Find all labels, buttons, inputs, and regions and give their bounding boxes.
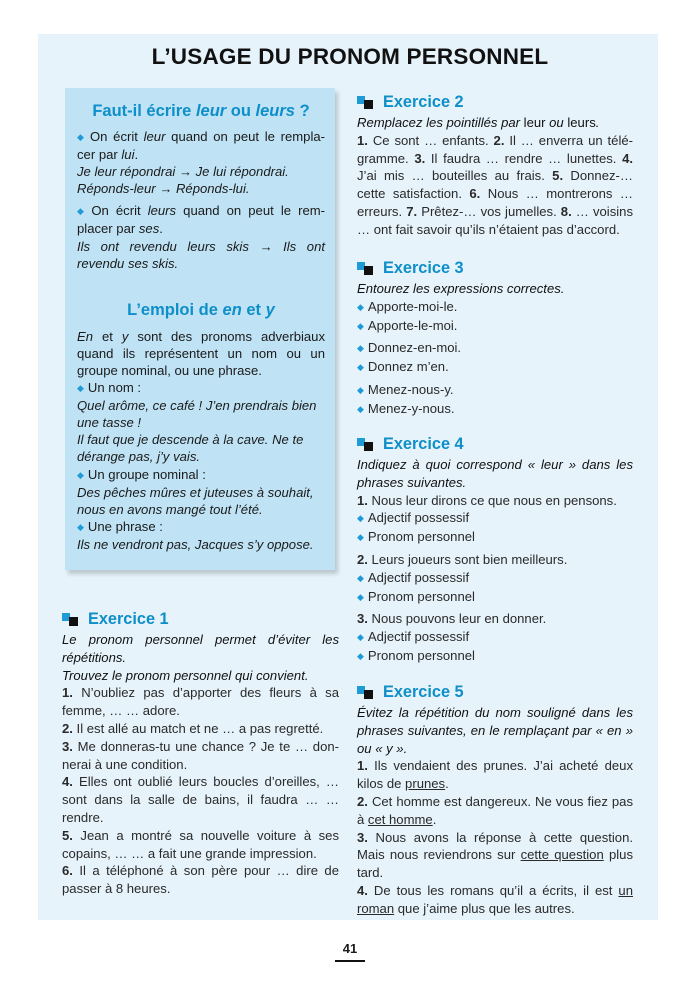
exercise-5-header: Exercice 5 [357, 682, 633, 702]
bullet-icon: ◆ [357, 591, 364, 602]
rule-leur-example-1: Je leur répondrai → Je lui répondrai. [77, 164, 289, 180]
exercise-1-item: 4. Elles ont oublié leurs boucles d’oreilles, … sont dans la salle de bains, il faudra … … rendre. [62, 774, 339, 825]
exercise-5-item: 4. De tous les romans qu’il a écrits, il est un roman que j’aime plus que les autres. [357, 882, 633, 916]
phrase-example: Ils ne vendront pas, Jacques s’y oppose. [77, 536, 314, 552]
exercise-1-instruction-1: Le pronom personnel permet d’éviter les répétitions. [62, 632, 339, 665]
exercise-3-group [357, 339, 633, 377]
exercise-4-option[interactable]: ◆ Pronom personnel [357, 588, 475, 604]
bullet-icon: ◆ [77, 521, 84, 532]
exercise-3-group [357, 298, 633, 336]
nom-example-2: Il faut que je descende à la cave. Ne te dérange pas, j’y vais. [77, 432, 304, 465]
square-icon [357, 262, 376, 275]
exercise-4-sentence: 2. Leurs joueurs sont bien meilleurs. [357, 551, 568, 567]
exercise-2-instruction: Remplacez les pointillés par leur ou leurs. [357, 115, 600, 130]
exercise-3-option[interactable]: ◆ Apporte-moi-le. [357, 298, 458, 314]
bullet-icon: ◆ [357, 632, 364, 643]
exercise-1-instruction-2: Trouvez le pronom personnel qui convient. [62, 667, 309, 683]
rule-leurs-example: Ils ont revendu leurs skis → Ils ont revendu ses skis. [77, 238, 325, 271]
bullet-icon: ◆ [357, 301, 364, 312]
exercise-5-item: 3. Nous avons la réponse à cette question. Mais nous reviendrons sur cette question plus tard. [357, 829, 633, 881]
exercise-1-item: 5. Jean a montré sa nouvelle voiture à ses copains, … … a fait une grande impression. [62, 827, 339, 861]
square-icon [357, 686, 376, 699]
bullet-icon: ◆ [77, 206, 88, 217]
exercise-4-item [357, 610, 633, 665]
exercise-2-text: 1. Ce sont … enfants. 2. Il … enverra un télé-gramme. 3. Il faudra … rendre … lunettes. 4. J’ai mis … bouteilles au frais. 5. Donnez-… cette satisfaction. 6. Nous … montrerons … erreurs. 7. Prêtez-… vos jumelles. 8. … voisins … ont fait savoir qu’ils n’étaient pas d’accord. [357, 132, 633, 237]
exercise-4-instruction: Indiquez à quoi correspond « leur » dans les phrases suivantes. [357, 457, 633, 490]
exercise-2 [357, 92, 633, 239]
exercise-4-option[interactable]: ◆ Pronom personnel [357, 529, 475, 545]
gn-label: ◆ Un groupe nominal : [77, 466, 206, 482]
exercise-1-item: 2. Il est allé au match et ne … a pas regretté. [62, 720, 324, 736]
exercise-4-item [357, 492, 633, 547]
exercise-4-item [357, 551, 633, 606]
exercise-2-header: Exercice 2 [357, 92, 633, 112]
bullet-icon: ◆ [357, 384, 364, 395]
exercise-5-instruction: Évitez la répétition du nom souligné dans les phrases suivantes, en le remplaçant par « en » ou « y ». [357, 705, 633, 756]
theory-heading-leur: Faut-il écrire leur ou leurs ? [92, 102, 310, 120]
gn-example: Des pêches mûres et juteuses à souhait, nous en avons mangé tout l’été. [77, 484, 314, 517]
nom-example-1: Quel arôme, ce café ! J’en prendrais bien une tasse ! [77, 398, 317, 431]
page-number-underline [335, 960, 365, 962]
exercise-5-item: 2. Cet homme est dangereux. Ne vous fiez pas à cet homme. [357, 793, 633, 827]
exercise-3-option[interactable]: ◆ Apporte-le-moi. [357, 317, 458, 333]
rule-leur-example-2: Réponds-leur → Réponds-lui. [77, 181, 250, 197]
exercise-5-item: 1. Ils vendaient des prunes. J’ai acheté deux kilos de prunes. [357, 758, 633, 792]
bullet-icon: ◆ [357, 532, 364, 543]
exercise-1-item: 3. Me donneras-tu une chance ? Je te … don-nerai à une condition. [62, 738, 339, 772]
square-icon [62, 613, 81, 626]
exercise-3-instruction: Entourez les expressions correctes. [357, 281, 565, 296]
exercise-4-option[interactable]: ◆ Adjectif possessif [357, 510, 470, 526]
nom-label: ◆ Un nom : [77, 380, 142, 396]
exercise-3-group [357, 381, 633, 419]
rule-leur: ◆ On écrit leur quand on peut le rempla-cer par lui. [77, 129, 325, 163]
square-icon [357, 438, 376, 451]
exercise-1-item: 1. N’oubliez pas d’apporter des fleurs à sa femme, … … adore. [62, 685, 339, 719]
bullet-icon: ◆ [357, 572, 364, 583]
bullet-icon: ◆ [357, 650, 364, 661]
bullet-icon: ◆ [77, 469, 84, 480]
bullet-icon: ◆ [357, 362, 364, 373]
page-number: 41 [342, 941, 358, 956]
bullet-icon: ◆ [357, 513, 364, 524]
theory-box [65, 88, 335, 570]
exercise-1 [62, 609, 339, 898]
bullet-icon: ◆ [357, 343, 364, 354]
bullet-icon: ◆ [357, 320, 364, 331]
bullet-icon: ◆ [77, 132, 86, 142]
bullet-icon: ◆ [77, 383, 84, 394]
exercise-4-option[interactable]: ◆ Adjectif possessif [357, 629, 470, 645]
exercise-4-header: Exercice 4 [357, 434, 633, 454]
exercise-5 [357, 682, 633, 918]
exercise-3-option[interactable]: ◆ Donnez-en-moi. [357, 340, 462, 356]
exercise-3-header: Exercice 3 [357, 258, 633, 278]
exercise-4-option[interactable]: ◆ Pronom personnel [357, 647, 475, 663]
rule-leurs: ◆ On écrit leurs quand on peut le rem-placer par ses. [77, 203, 326, 237]
exercise-4-option[interactable]: ◆ Adjectif possessif [357, 569, 470, 585]
exercise-3 [357, 258, 633, 419]
exercise-4-sentence: 3. Nous pouvons leur en donner. [357, 611, 547, 627]
exercise-3-option[interactable]: ◆ Donnez m’en. [357, 359, 449, 375]
exercise-4 [357, 434, 633, 666]
square-icon [357, 96, 376, 109]
phrase-label: ◆ Une phrase : [77, 518, 163, 534]
exercise-1-item: 6. Il a téléphoné à son père pour … dire de passer à 8 heures. [62, 863, 339, 897]
theory-heading-en-y: L’emploi de en et y [127, 300, 275, 319]
intro-en-y: En et y sont des pronoms adverbiaux quand ils représentent un nom ou un groupe nominal, ou une phrase. [77, 328, 325, 378]
exercise-1-header: Exercice 1 [62, 609, 339, 629]
exercise-3-option[interactable]: ◆ Menez-nous-y. [357, 381, 454, 397]
bullet-icon: ◆ [357, 403, 364, 414]
exercise-3-option[interactable]: ◆ Menez-y-nous. [357, 400, 455, 416]
page-title: L’USAGE DU PRONOM PERSONNEL [151, 44, 549, 69]
exercise-4-sentence: 1. Nous leur dirons ce que nous en pensons. [357, 492, 617, 508]
